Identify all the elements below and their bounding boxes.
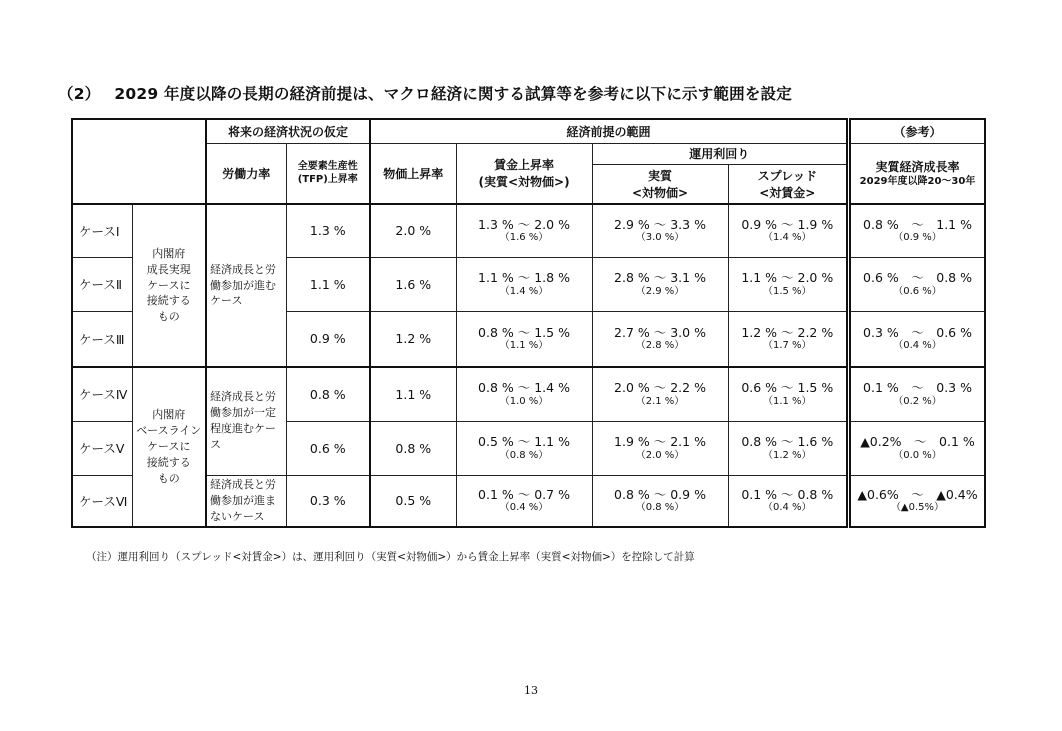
case-label: ケースⅠ xyxy=(72,204,132,257)
wage-range: 0.1 % ～ 0.7 % （0.4 %） xyxy=(456,475,592,527)
footnote: （注）運用利回り（スプレッド<対賃金>）は、運用利回り（実質<対物価>）から賃金上昇率（実質<対物価>）を控除して計算 xyxy=(86,551,695,563)
header-reference: （参考） xyxy=(850,119,985,143)
wage-range: 1.1 % ～ 1.8 % （1.4 %） xyxy=(456,257,592,311)
growth-range: ▲0.6% ～ ▲0.4% （▲0.5%） xyxy=(850,475,985,527)
spread-range: 1.1 % ～ 2.0 % （1.5 %） xyxy=(728,257,847,311)
labor-assumption: 経済成長と労 働参加が一定 程度進むケー ス xyxy=(206,367,286,475)
price-value: 1.2 % xyxy=(370,311,456,367)
tfp-value: 1.1 % xyxy=(286,257,370,311)
reference-growth-table xyxy=(849,118,986,528)
section-number: （2） xyxy=(58,85,101,103)
section-title: 2029 年度以降の長期の経済前提は、マクロ経済に関する試算等を参考に以下に示す範囲を設定 xyxy=(114,85,792,103)
case-label: ケースⅣ xyxy=(72,367,132,421)
spread-range: 1.2 % ～ 2.2 % （1.7 %） xyxy=(728,311,847,367)
real-yield-range: 2.7 % ～ 3.0 % （2.8 %） xyxy=(592,311,728,367)
case-label: ケースⅢ xyxy=(72,311,132,367)
wage-range: 1.3 % ～ 2.0 % （1.6 %） xyxy=(456,204,592,257)
economic-assumptions-table xyxy=(71,118,848,528)
labor-assumption: 経済成長と労 働参加が進む ケース xyxy=(206,204,286,367)
growth-range: 0.3 % ～ 0.6 % （0.4 %） xyxy=(850,311,985,367)
spread-range: 0.8 % ～ 1.6 % （1.2 %） xyxy=(728,421,847,475)
price-value: 0.8 % xyxy=(370,421,456,475)
price-value: 1.6 % xyxy=(370,257,456,311)
header-spread: スプレッド <対賃金> xyxy=(728,164,847,204)
group-label: 内閣府 成長実現 ケースに 接続する もの xyxy=(132,204,206,367)
price-value: 0.5 % xyxy=(370,475,456,527)
real-yield-range: 2.8 % ～ 3.1 % （2.9 %） xyxy=(592,257,728,311)
case-label: ケースⅥ xyxy=(72,475,132,527)
real-yield-range: 2.0 % ～ 2.2 % （2.1 %） xyxy=(592,367,728,421)
tfp-value: 0.9 % xyxy=(286,311,370,367)
header-price: 物価上昇率 xyxy=(370,143,456,204)
growth-range: 0.8 % ～ 1.1 % （0.9 %） xyxy=(850,204,985,257)
spread-range: 0.6 % ～ 1.5 % （1.1 %） xyxy=(728,367,847,421)
price-value: 2.0 % xyxy=(370,204,456,257)
price-value: 1.1 % xyxy=(370,367,456,421)
real-yield-range: 1.9 % ～ 2.1 % （2.0 %） xyxy=(592,421,728,475)
page-number: 13 xyxy=(524,684,538,697)
header-wage: 賃金上昇率 (実質<対物価>) xyxy=(456,143,592,204)
tfp-value: 0.6 % xyxy=(286,421,370,475)
header-labor: 労働力率 xyxy=(206,143,286,204)
growth-range: 0.1 % ～ 0.3 % （0.2 %） xyxy=(850,367,985,421)
spread-range: 0.9 % ～ 1.9 % （1.4 %） xyxy=(728,204,847,257)
tfp-value: 1.3 % xyxy=(286,204,370,257)
tfp-value: 0.8 % xyxy=(286,367,370,421)
header-future-assumption: 将来の経済状況の仮定 xyxy=(206,119,370,143)
labor-assumption: 経済成長と労 働参加が進ま ないケース xyxy=(206,475,286,527)
wage-range: 0.8 % ～ 1.4 % （1.0 %） xyxy=(456,367,592,421)
group-label: 内閣府 ベースライン ケースに 接続する もの xyxy=(132,367,206,527)
case-label: ケースⅤ xyxy=(72,421,132,475)
tfp-value: 0.3 % xyxy=(286,475,370,527)
growth-range: ▲0.2% ～ 0.1 % （0.0 %） xyxy=(850,421,985,475)
header-yield: 運用利回り xyxy=(592,143,847,164)
spread-range: 0.1 % ～ 0.8 % （0.4 %） xyxy=(728,475,847,527)
header-growth: 実質経済成長率 2029年度以降20～30年 xyxy=(850,143,985,204)
section-heading xyxy=(58,82,1048,104)
growth-range: 0.6 % ～ 0.8 % （0.6 %） xyxy=(850,257,985,311)
real-yield-range: 2.9 % ～ 3.3 % （3.0 %） xyxy=(592,204,728,257)
header-econ-range: 経済前提の範囲 xyxy=(370,119,847,143)
wage-range: 0.8 % ～ 1.5 % （1.1 %） xyxy=(456,311,592,367)
wage-range: 0.5 % ～ 1.1 % （0.8 %） xyxy=(456,421,592,475)
real-yield-range: 0.8 % ～ 0.9 % （0.8 %） xyxy=(592,475,728,527)
corner-cell xyxy=(72,119,206,204)
header-real: 実質 <対物価> xyxy=(592,164,728,204)
case-label: ケースⅡ xyxy=(72,257,132,311)
header-tfp: 全要素生産性 (TFP)上昇率 xyxy=(286,143,370,204)
